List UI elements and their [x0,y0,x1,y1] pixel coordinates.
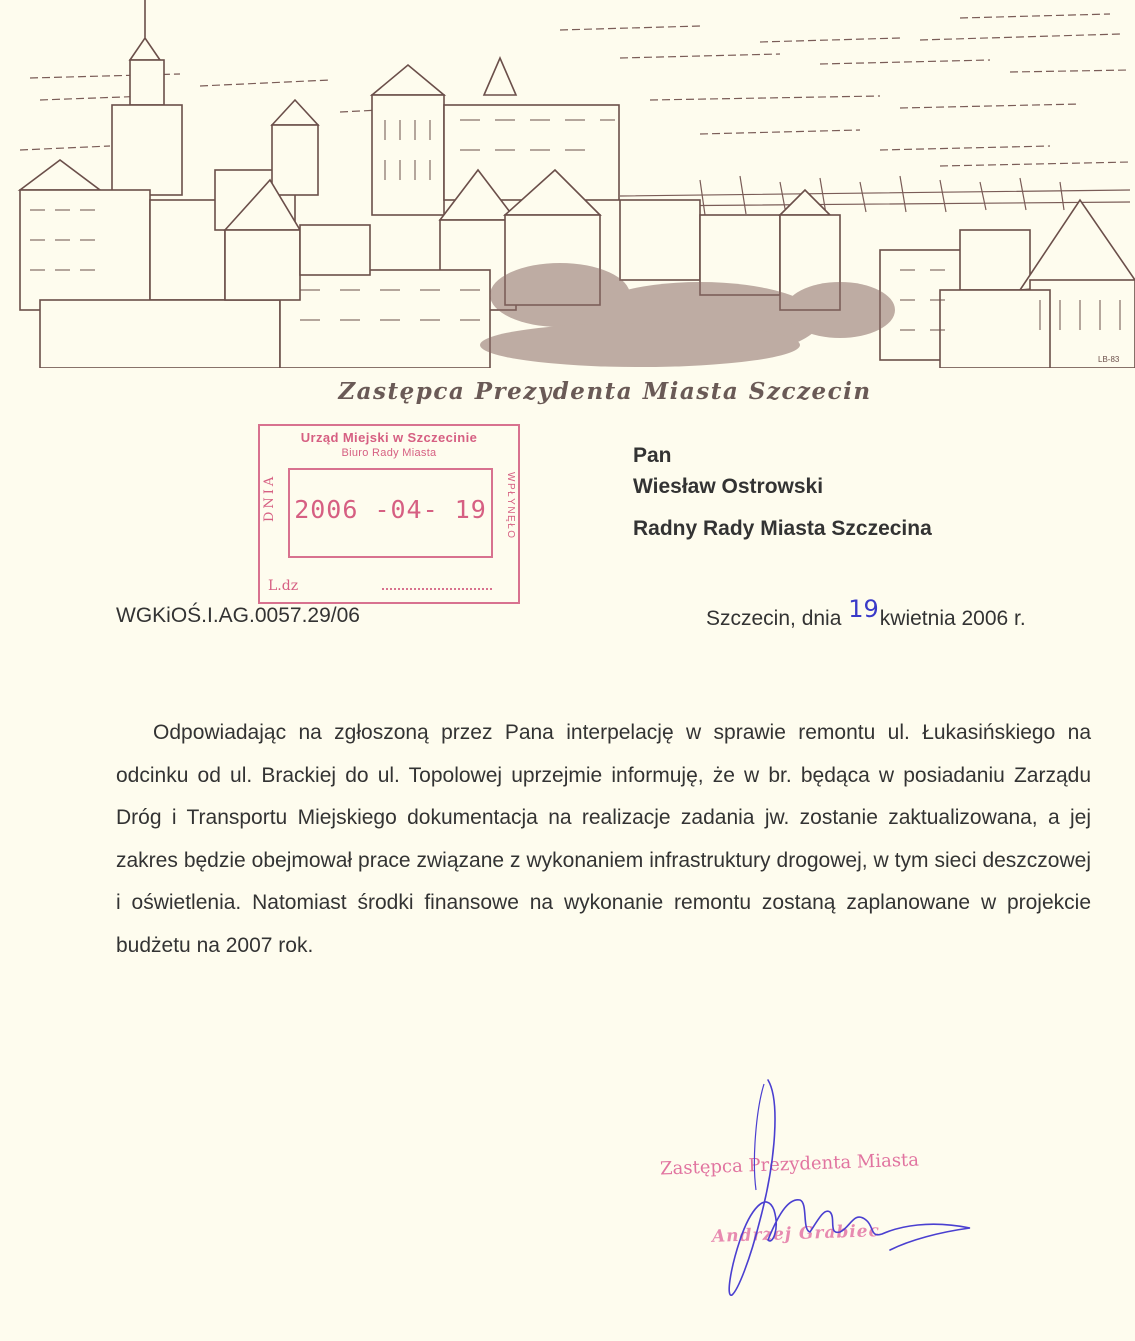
signature-title: Zastępca Prezydenta Miasta [659,1149,920,1180]
signature-name: Andrzej Grabiec [711,1221,881,1247]
recipient-role: Radny Rady Miasta Szczecina [633,517,932,540]
handwritten-day: 19 [848,595,879,623]
stamp-office: Urząd Miejski w Szczecinie [300,430,478,445]
stamp-ldz-line [382,588,492,590]
szczecin-skyline-illustration [0,0,1135,368]
stamp-date-box [288,468,493,558]
stamp-date-label: DNIA [262,473,277,522]
place-date [706,595,1026,631]
recipient-salutation: Pan [633,444,672,467]
page-title: Zastępca Prezydenta Miasta Szczecin [338,378,872,405]
handwritten-signature [640,1070,1020,1310]
place-date-suffix: kwietnia 2006 r. [879,607,1026,630]
signature-block [640,1070,1020,1310]
stamp-ldz-label: L.dz [268,578,299,594]
artist-mark: LB-83 [1098,355,1120,364]
stamp-date: 2006 -04- 19 [294,495,487,524]
place-date-prefix: Szczecin, dnia [706,607,842,630]
recipient-name: Wiesław Ostrowski [633,475,824,498]
reference-number: WGKiOŚ.I.AG.0057.29/06 [116,604,360,627]
received-stamp [258,424,520,604]
letter-body: Odpowiadając na zgłoszoną przez Pana interpelację w sprawie remontu ul. Łukasińskiego na odcinku od ul. Brackiej do ul. Topolowej uprzejmie informuję, że w br. będąca w posiadaniu Zarządu Dróg i Transportu Miejskiego dokumentacja na realizacje zadania jw. zostanie zaktualizowana, a jej zakres będzie obejmował prace związane z wykonaniem infrastruktury drogowej, w tym sieci deszczowej i oświetlenia. Natomiast środki finansowe na wykonanie remontu zostaną zaplanowane w projekcie budżetu na 2007 rok. [116,721,1091,957]
stamp-bureau: Biuro Rady Miasta [341,447,437,459]
stamp-received-label: WPŁYNĘŁO [505,472,516,540]
